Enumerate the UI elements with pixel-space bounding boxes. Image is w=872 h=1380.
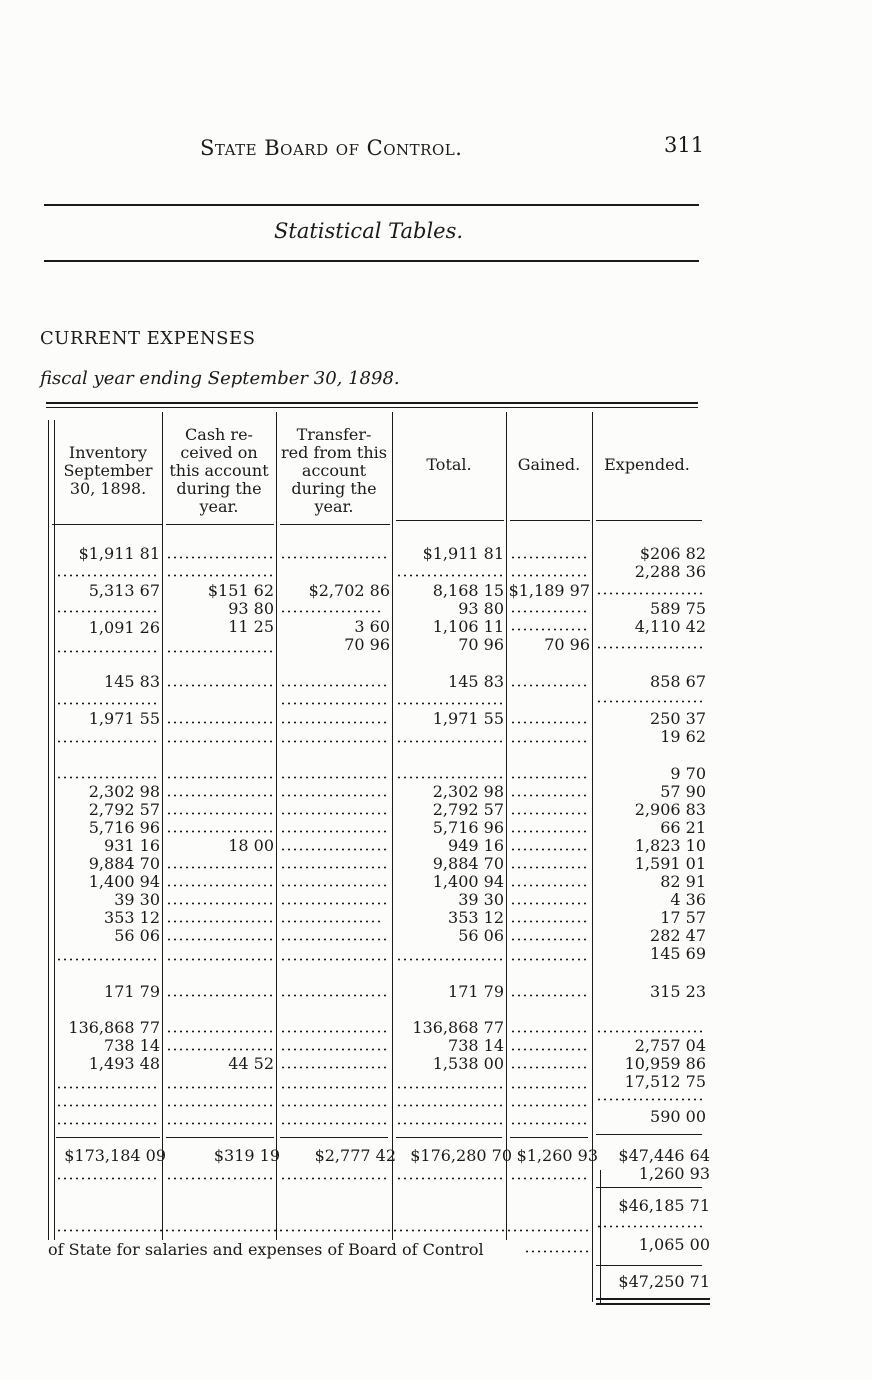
table-top-rule <box>46 402 698 404</box>
inventory-cell: 171 79 <box>104 982 160 1001</box>
total-cell: 1,106 11 <box>432 617 504 636</box>
inventory-cell: 1,091 26 <box>88 618 160 637</box>
page-number: 311 <box>664 133 705 157</box>
total-cell: 93 80 <box>458 599 504 618</box>
inventory-cell: 1,400 94 <box>88 872 160 891</box>
cash-cell: 44 52 <box>228 1054 274 1073</box>
total-cell: 1,538 00 <box>432 1054 504 1073</box>
cash-cell: 11 25 <box>228 617 274 636</box>
grand-total-rule <box>596 1265 702 1266</box>
expended-cell: 250 37 <box>650 709 706 728</box>
expended-cell: 57 90 <box>660 782 706 801</box>
inventory-cell: 56 06 <box>114 926 160 945</box>
column-header-inventory: Inventory September 30, 1898. <box>63 443 153 498</box>
table-top-rule-2 <box>46 407 698 408</box>
total-cell: 2,302 98 <box>432 782 504 801</box>
cash-cell: $151 62 <box>207 581 274 600</box>
inventory-cell: 1,971 55 <box>88 709 160 728</box>
inventory-cell: 5,313 67 <box>88 581 160 600</box>
total-cell: 5,716 96 <box>432 818 504 837</box>
page-header-title: State Board of Control. <box>200 136 463 160</box>
footer-amount: 1,065 00 <box>638 1235 710 1254</box>
cash-cell: 93 80 <box>228 599 274 618</box>
header-rule-top <box>44 204 699 206</box>
inventory-cell: 39 30 <box>114 890 160 909</box>
total-cell: $1,911 81 <box>422 544 504 563</box>
total-cell: 1,971 55 <box>432 709 504 728</box>
inventory-cell: 2,792 57 <box>88 800 160 819</box>
expended-cell: 145 69 <box>650 944 706 963</box>
total-transferred: $2,777 42 <box>314 1146 396 1165</box>
net-expended: $46,185 71 <box>618 1196 710 1215</box>
expended-cell: 2,906 83 <box>634 800 706 819</box>
expended-cell: 315 23 <box>650 982 706 1001</box>
expended-cell: 9 70 <box>670 764 706 783</box>
page-subtitle: Statistical Tables. <box>274 219 464 243</box>
total-cell: 9,884 70 <box>432 854 504 873</box>
gained-cell: 70 96 <box>544 635 590 654</box>
column-header-expended: Expended. <box>604 455 690 474</box>
expended-cell: 858 67 <box>650 672 706 691</box>
total-cell: 353 12 <box>448 908 504 927</box>
inventory-cell: 353 12 <box>104 908 160 927</box>
grand-total: $47,250 71 <box>618 1272 710 1291</box>
inventory-cell: 5,716 96 <box>88 818 160 837</box>
transferred-cell: $2,702 86 <box>308 581 390 600</box>
expended-cell: 4,110 42 <box>634 617 706 636</box>
less-gained: 1,260 93 <box>638 1164 710 1183</box>
total-cell: 2,792 57 <box>432 800 504 819</box>
expended-cell: $206 82 <box>639 544 706 563</box>
total-cell: 56 06 <box>458 926 504 945</box>
total-total: $176,280 70 <box>410 1146 512 1165</box>
total-cell: 8,168 15 <box>432 581 504 600</box>
total-cash: $319 19 <box>213 1146 280 1165</box>
inventory-cell: $1,911 81 <box>78 544 160 563</box>
total-cell: 136,868 77 <box>412 1018 504 1037</box>
column-header-transferred: Transfer- red from this account during the year. <box>281 425 387 516</box>
column-header-gained: Gained. <box>517 455 581 474</box>
inventory-cell: 9,884 70 <box>88 854 160 873</box>
cash-cell: 18 00 <box>228 836 274 855</box>
expended-cell: 2,288 36 <box>634 562 706 581</box>
expended-cell: 282 47 <box>650 926 706 945</box>
inventory-cell: 136,868 77 <box>68 1018 160 1037</box>
expended-cell: 2,757 04 <box>634 1036 706 1055</box>
header-rule-bottom <box>44 260 699 262</box>
transferred-cell: 3 60 <box>354 617 390 636</box>
expended-cell: 589 75 <box>650 599 706 618</box>
inventory-cell: 1,493 48 <box>88 1054 160 1073</box>
expended-cell: 17,512 75 <box>624 1072 706 1091</box>
expended-cell: 4 36 <box>670 890 706 909</box>
footer-line-text: of State for salaries and expenses of Board of Control <box>48 1240 484 1259</box>
total-expended: $47,446 64 <box>618 1146 710 1165</box>
total-cell: 145 83 <box>448 672 504 691</box>
expended-cell: 10,959 86 <box>624 1054 706 1073</box>
inventory-cell: 738 14 <box>104 1036 160 1055</box>
expended-cell: 1,823 10 <box>634 836 706 855</box>
total-cell: 39 30 <box>458 890 504 909</box>
column-header-total: Total. <box>426 455 472 474</box>
total-cell: 738 14 <box>448 1036 504 1055</box>
total-cell: 70 96 <box>458 635 504 654</box>
inventory-cell: 2,302 98 <box>88 782 160 801</box>
column-header-cash: Cash re- ceived on this account during the year. <box>169 425 269 516</box>
expended-cell: 590 00 <box>650 1107 706 1126</box>
fiscal-year-line: fiscal year ending September 30, 1898. <box>40 368 400 389</box>
net-rule <box>596 1187 702 1188</box>
expended-cell: 66 21 <box>660 818 706 837</box>
expended-cell: 17 57 <box>660 908 706 927</box>
expended-cell: 82 91 <box>660 872 706 891</box>
transferred-cell: 70 96 <box>344 635 390 654</box>
total-gained: $1,260 93 <box>516 1146 598 1165</box>
total-inventory: $173,184 09 <box>64 1146 166 1165</box>
total-cell: 1,400 94 <box>432 872 504 891</box>
total-cell: 949 16 <box>448 836 504 855</box>
total-cell: 171 79 <box>448 982 504 1001</box>
gained-cell: $1,189 97 <box>508 581 590 600</box>
inventory-cell: 145 83 <box>104 672 160 691</box>
section-heading: CURRENT EXPENSES <box>40 328 256 349</box>
inventory-cell: 931 16 <box>104 836 160 855</box>
expended-cell: 19 62 <box>660 727 706 746</box>
expended-cell: 1,591 01 <box>634 854 706 873</box>
